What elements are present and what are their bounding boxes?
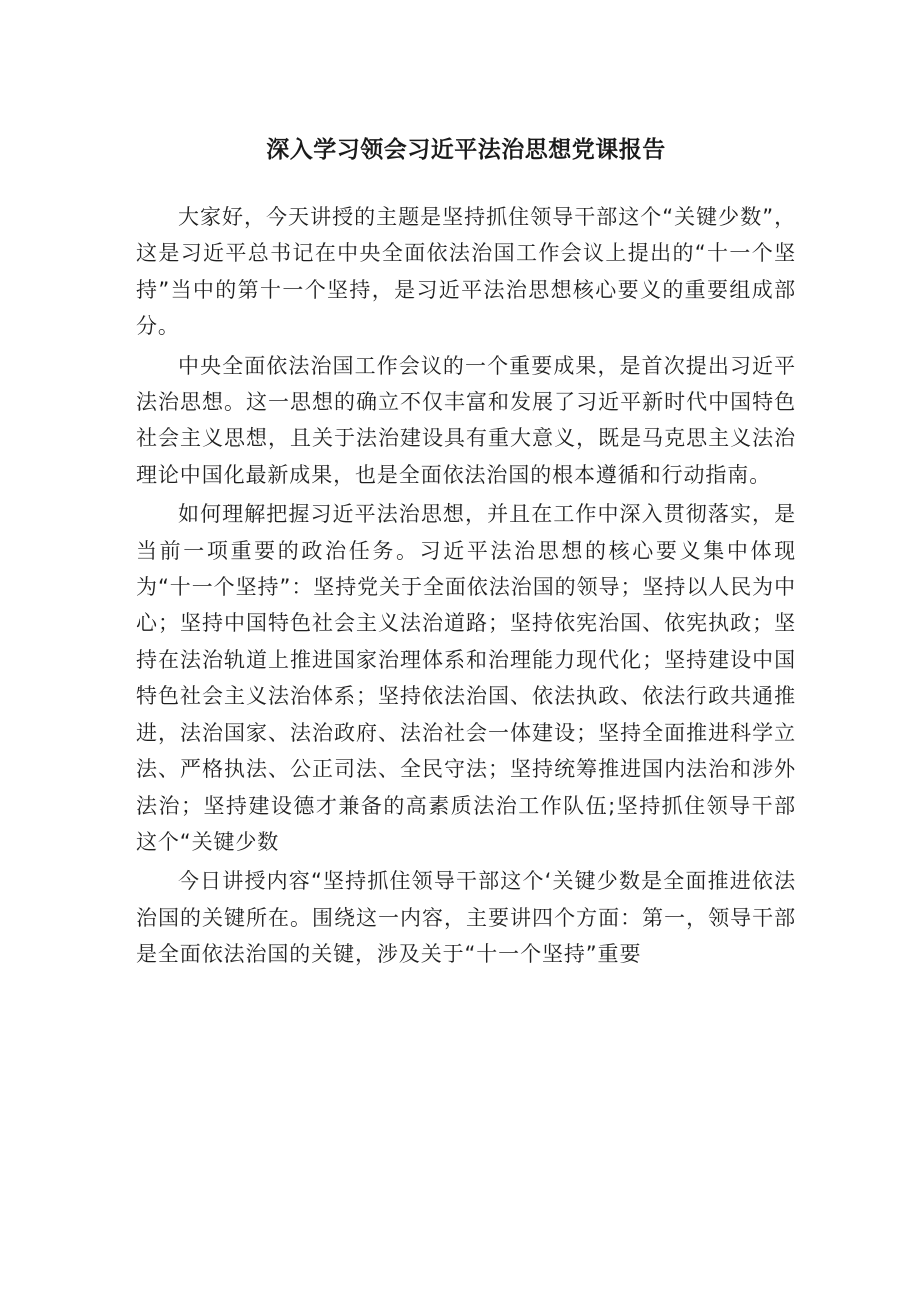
paragraph-eleven-adherences: 如何理解把握习近平法治思想，并且在工作中深入贯彻落实，是当前一项重要的政治任务。习近平法治思想的核心要义集中体现为“十一个坚持”：坚持党关于全面依法治国的领导；坚持以人民为中心；坚持中国特色社会主义法治道路；坚持依宪治国、依宪执政；坚持在法治轨道上推进国家治理体系和治理能力现代化；坚持建设中国特色社会主义法治体系；坚持依法治国、依法执政、依法行政共通推进，法治国家、法治政府、法治社会一体建设；坚持全面推进科学立法、严格执法、公正司法、全民守法；坚持统筹推进国内法治和涉外法治；坚持建设德才兼备的高素质法治工作队伍;坚持抓住领导干部这个“关键少数 bbox=[136, 502, 796, 854]
paragraph-lecture-content: 今日讲授内容“坚持抓住领导干部这个‘关键少数是全面推进依法治国的关键所在。围绕这一内容，主要讲四个方面：第一，领导干部是全面依法治国的关键，涉及关于“十一个坚持”重要 bbox=[136, 869, 796, 967]
document-title: 深入学习领会习近平法治思想党课报告 bbox=[266, 137, 666, 163]
paragraph-intro: 大家好，今天讲授的主题是坚持抓住领导干部这个“关键少数”，这是习近平总书记在中央全面依法治国工作会议上提出的“十一个坚持”当中的第十一个坚持，是习近平法治思想核心要义的重要组成部分。 bbox=[136, 205, 796, 339]
document-body bbox=[136, 199, 796, 976]
paragraph-meeting-outcome: 中央全面依法治国工作会议的一个重要成果，是首次提出习近平法治思想。这一思想的确立不仅丰富和发展了习近平新时代中国特色社会主义思想，且关于法治建设具有重大意义，既是马克思主义法治理论中国化最新成果，也是全面依法治国的根本遵循和行动指南。 bbox=[136, 353, 796, 487]
